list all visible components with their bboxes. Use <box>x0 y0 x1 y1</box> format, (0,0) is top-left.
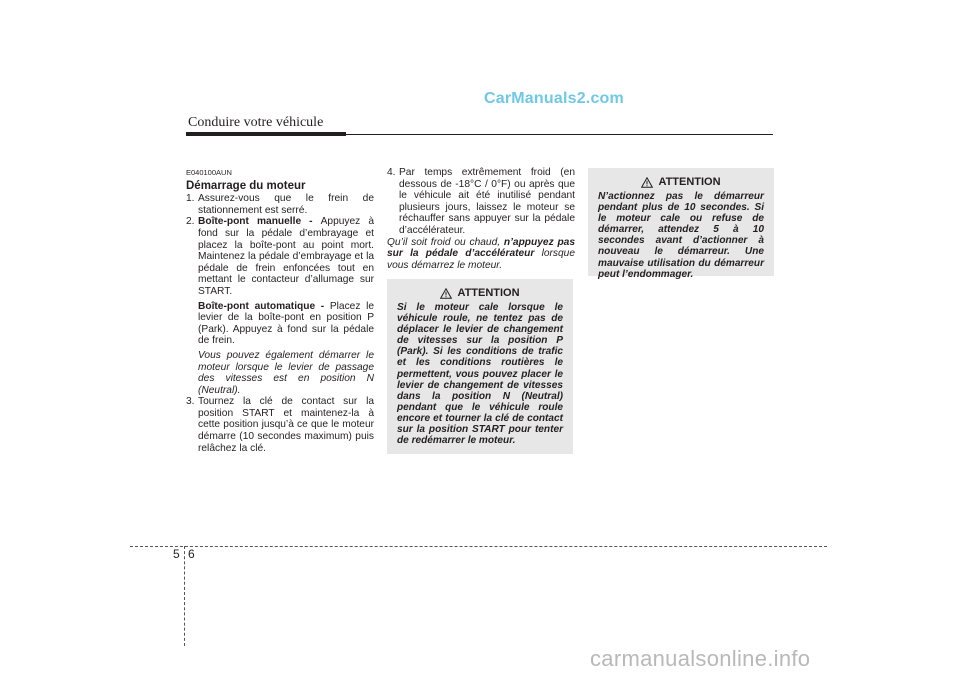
item-text: Tournez la clé de contact sur la position START et maintenez-la à cette position jusqu’à ce que le moteur démarre (10 secondes maximum) puis relâchez la clé. <box>198 396 374 454</box>
item-number: 4. <box>387 167 396 178</box>
list-item-3 <box>186 396 374 454</box>
watermark-logo: CarManuals2.com <box>484 90 624 107</box>
attention-box-stall <box>387 279 573 454</box>
page-number-divider <box>184 546 185 646</box>
page-number: 6 <box>188 547 195 561</box>
attention-heading <box>397 287 563 299</box>
accelerator-note <box>387 237 575 272</box>
attention-text: Si le moteur cale lorsque le véhicule roule, ne tentez pas de déplacer le levier de changement de vitesses sur la position P (Park). Si les conditions de trafic et les conditions routières le permettent, vous pouvez placer le levier de changement de vitesses dans la position N (Neutral) pendant que le véhicule roule encore et tourner la clé de contact sur la position START pour tenter de redémarrer le moteur. <box>397 302 563 447</box>
note-part-b: n’appuyez pas sur la pédale d’accélérateur <box>387 236 576 260</box>
attention-text: N’actionnez pas le démarreur pendant plus de 10 secondes. Si le moteur cale ou refuse de démarrer, attendez 5 à 10 secondes avant d’actionner à nouveau le démarreur. Une mauvaise utilisation du démarreur peut l’endommager. <box>598 191 764 280</box>
left-column <box>186 167 374 454</box>
attention-label: ATTENTION <box>658 176 721 188</box>
attention-label: ATTENTION <box>457 287 520 299</box>
section-title: Démarrage du moteur <box>186 179 306 192</box>
footer-watermark: carmanualsonline.info <box>590 646 811 671</box>
item-number: 1. <box>186 193 195 205</box>
attention-box-starter <box>588 168 774 280</box>
warning-triangle-icon <box>641 177 653 188</box>
item-text <box>198 216 374 297</box>
page-header-title: Conduire votre véhicule <box>188 115 324 130</box>
list-item-2 <box>186 216 374 297</box>
note-part-a: Qu’il soit froid ou chaud, <box>387 236 504 248</box>
list-item-4 <box>387 167 575 237</box>
neutral-note: Vous pouvez également démarrer le moteur lorsque le levier de passage des vitesses est en position N (Neutral). <box>198 349 374 396</box>
warning-triangle-icon <box>440 288 452 299</box>
chapter-number: 5 <box>173 547 180 561</box>
item-text: Par temps extrêmement froid (en dessous de -18°C / 0°F) ou après que le véhicule ait été inutilisé pendant plusieurs jours, laissez le moteur se réchauffer sans appuyer sur la pédale d’accélérateur. <box>399 167 575 236</box>
attention-heading <box>598 176 764 188</box>
list-item-1 <box>186 193 374 216</box>
item-number: 3. <box>186 396 195 408</box>
header-rule <box>346 134 773 135</box>
manual-transaxle-label: Boîte-pont manuelle - <box>198 216 321 228</box>
automatic-transaxle-text: Placez le levier de la boîte-pont en position P (Park). Appuyez à fond sur la pédale de frein. <box>198 300 375 347</box>
section-code: E040100AUN <box>186 168 232 177</box>
middle-column <box>387 167 575 271</box>
automatic-transaxle-label: Boîte-pont automatique - <box>198 300 330 312</box>
item-number: 2. <box>186 216 195 228</box>
note-part-c: lorsque vous démarrez le moteur. <box>387 248 575 271</box>
header-bar <box>186 132 346 136</box>
item-text: Assurez-vous que le frein de stationnement est serré. <box>198 193 374 216</box>
manual-transaxle-text: Appuyez à fond sur la pédale d’embrayage et placez la boîte-pont au point mort. Maintenez la pédale d’embrayage et la pédale de frein enfoncées tout en mettant le contacteur d’allumage sur START. <box>198 216 374 297</box>
footer-dashed-rule <box>130 546 827 547</box>
automatic-transaxle-paragraph <box>186 301 374 347</box>
